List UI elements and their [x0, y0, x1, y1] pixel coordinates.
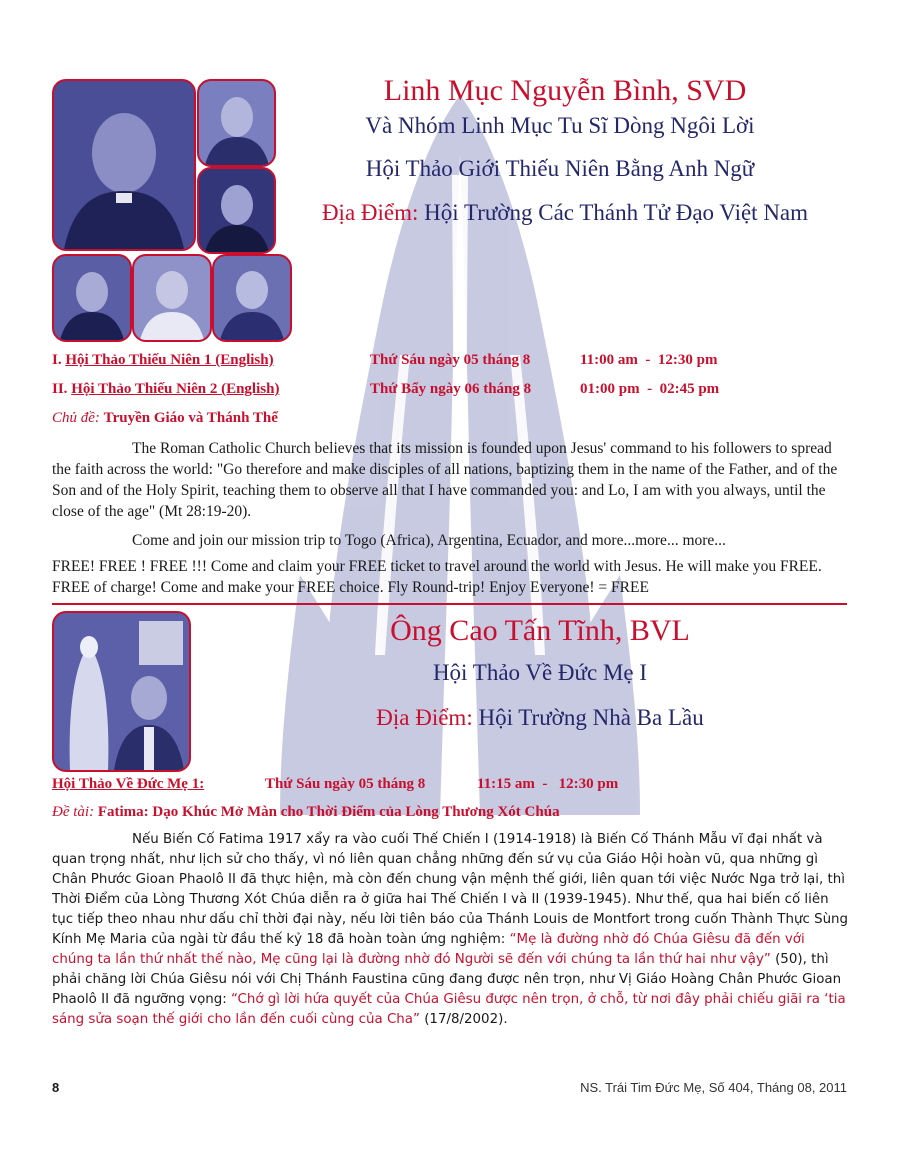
session-row-2 — [52, 381, 279, 398]
portrait-icon — [199, 169, 274, 252]
portrait-icon — [134, 256, 210, 340]
paragraph-fatima: Nếu Biến Cố Fatima 1917 xẩy ra vào cuối Thế Chiến I (1914-1918) là Biến Cố Thánh Mẫu vĩ đại nhất và quan trọng nhất, như lịch sử cho thấy, vì nó liên quan chẳng những đến sứ vụ của Giáo Hội hoàn vũ, qua những gì Chân Phước Gioan Phaolô II đã thực hiện, mà còn đến chung vận mệnh thế giới, liên quan tới việc Nước Nga trở lại, thì Thời Điểm của Lòng Thương Xót Chúa diễn ra ở giữa hai Thế Chiến I và II (1939-1945). Như thế, qua hai biến cố liên tục tiếp theo nhau như dấu chỉ thời đại này, nếu lời tiên báo của Thánh Louis de Montfort trong cuốn Thành Thực Sùng Kính Mẹ Maria của ngài từ đầu thế kỷ 18 đã hoàn toàn ứng nghiệm: “Mẹ là đường nhờ đó Chúa Giêsu đã đến với chúng ta lần thứ nhất thế nào, Mẹ cũng lại là đường nhờ đó Người sẽ đến với chúng ta lần thứ hai như vậy” (50), thì phải chăng lời Chúa Giêsu nói với Chị Thánh Faustina cũng đang được nên trọn, như Vị Giáo Hoàng Chân Phước Gioan Phaolô II đã ngưỡng vọng: “Chớ gì lời hứa quyết của Chúa Giêsu được nên trọn, ở chỗ, từ nơi đây phải chiếu giãi ra ‘tia sáng sửa soạn thế giới cho lần đến cuối cùng của Cha” (17/8/2002). — [52, 832, 849, 1027]
session-prefix: I. — [52, 352, 62, 368]
session-row-marian — [52, 776, 204, 793]
session-day-1: Thứ Sáu ngày 05 tháng 8 — [370, 352, 531, 368]
session-row-1 — [52, 352, 274, 369]
session-label: Hội Thảo Thiếu Niên 2 (English) — [71, 381, 280, 397]
subtitle-group: Và Nhóm Linh Mục Tu Sĩ Dòng Ngôi Lời — [365, 113, 755, 138]
subtitle-workshop: Hội Thảo Giới Thiếu Niên Bằng Anh Ngữ — [365, 156, 755, 181]
portrait-with-statue-icon — [54, 613, 189, 770]
portrait-icon — [199, 81, 274, 165]
location-label: Địa Điểm: — [376, 705, 473, 730]
photo-priest-2 — [197, 79, 276, 167]
photo-cao-tan-tinh — [52, 611, 191, 772]
photo-priest-4 — [52, 254, 132, 342]
page-number: 8 — [52, 1080, 60, 1095]
photo-priest-5 — [132, 254, 212, 342]
theme-2 — [52, 804, 560, 821]
theme-value: Fatima: Dạo Khúc Mở Màn cho Thời Điểm của Lòng Thương Xót Chúa — [97, 804, 560, 820]
theme-value: Truyền Giáo và Thánh Thể — [103, 410, 278, 426]
subtitle-marian: Hội Thảo Về Đức Mẹ I — [432, 660, 648, 685]
photo-priest-6 — [212, 254, 292, 342]
session-label: Hội Thảo Về Đức Mẹ 1: — [52, 776, 205, 792]
session-prefix: II. — [52, 381, 68, 397]
quote-pope: “Chớ gì lời hứa quyết của Chúa Giêsu được nên trọn, ở chỗ, từ nơi đây phải chiếu giãi ra ‘tia sáng sửa soạn thế giới cho lần đến cuối cùng của Cha” — [52, 992, 846, 1027]
photo-priest-3 — [197, 167, 276, 254]
session-time-1: 11:00 am - 12:30 pm — [580, 352, 718, 368]
section-divider — [52, 603, 847, 605]
presenter-name-1: Linh Mục Nguyễn Bình, SVD — [383, 74, 747, 107]
location-1 — [270, 200, 860, 226]
quote-montfort: “Mẹ là đường nhờ đó Chúa Giêsu đã đến với chúng ta lần thứ nhất thế nào, Mẹ cũng lại là đường nhờ đó Người sẽ đến với chúng ta lần thứ hai như vậy” — [52, 932, 805, 967]
presenter-name-2: Ông Cao Tấn Tĩnh, BVL — [390, 614, 690, 647]
location-value: Hội Trường Các Thánh Tử Đạo Việt Nam — [424, 200, 809, 225]
paragraph-free: FREE! FREE ! FREE !!! Come and claim your FREE ticket to travel around the world with Jesus. He will make you FREE. FREE of charge! Come and make your FREE choice. Fly Round-trip! Enjoy Everyone! = FREE — [52, 558, 822, 596]
portrait-icon — [214, 256, 290, 340]
theme-1 — [52, 410, 278, 427]
session-day-2: Thứ Bẩy ngày 06 tháng 8 — [370, 381, 532, 397]
paragraph-join: Come and join our mission trip to Togo (Africa), Argentina, Ecuador, and more...more... more... — [132, 532, 726, 549]
portrait-icon — [54, 256, 130, 340]
publication-info: NS. Trái Tim Đức Mẹ, Số 404, Tháng 08, 2011 — [580, 1080, 847, 1095]
session-label: Hội Thảo Thiếu Niên 1 (English) — [65, 352, 274, 368]
session-time-2: 01:00 pm - 02:45 pm — [580, 381, 720, 397]
location-value: Hội Trường Nhà Ba Lầu — [478, 705, 704, 730]
location-2 — [280, 705, 800, 731]
photo-nguyen-binh — [52, 79, 196, 251]
portrait-icon — [54, 81, 194, 249]
session-day-marian: Thứ Sáu ngày 05 tháng 8 — [265, 776, 426, 792]
location-label: Địa Điểm: — [321, 200, 419, 225]
paragraph-mission: The Roman Catholic Church believes that its mission is founded upon Jesus' command to his followers to spread the faith across the world: "Go therefore and make disciples of all nations, baptizing them in the name of the Father, and of the Son and of the Holy Spirit, teaching them to observe all that I have commanded you: and Lo, I am with you always, until the close of the age" (Mt 28:19-20). — [52, 440, 838, 520]
theme-label: Chủ đề: — [52, 410, 100, 426]
theme-label: Đề tài: — [52, 804, 95, 820]
session-time-marian: 11:15 am - 12:30 pm — [477, 776, 619, 792]
